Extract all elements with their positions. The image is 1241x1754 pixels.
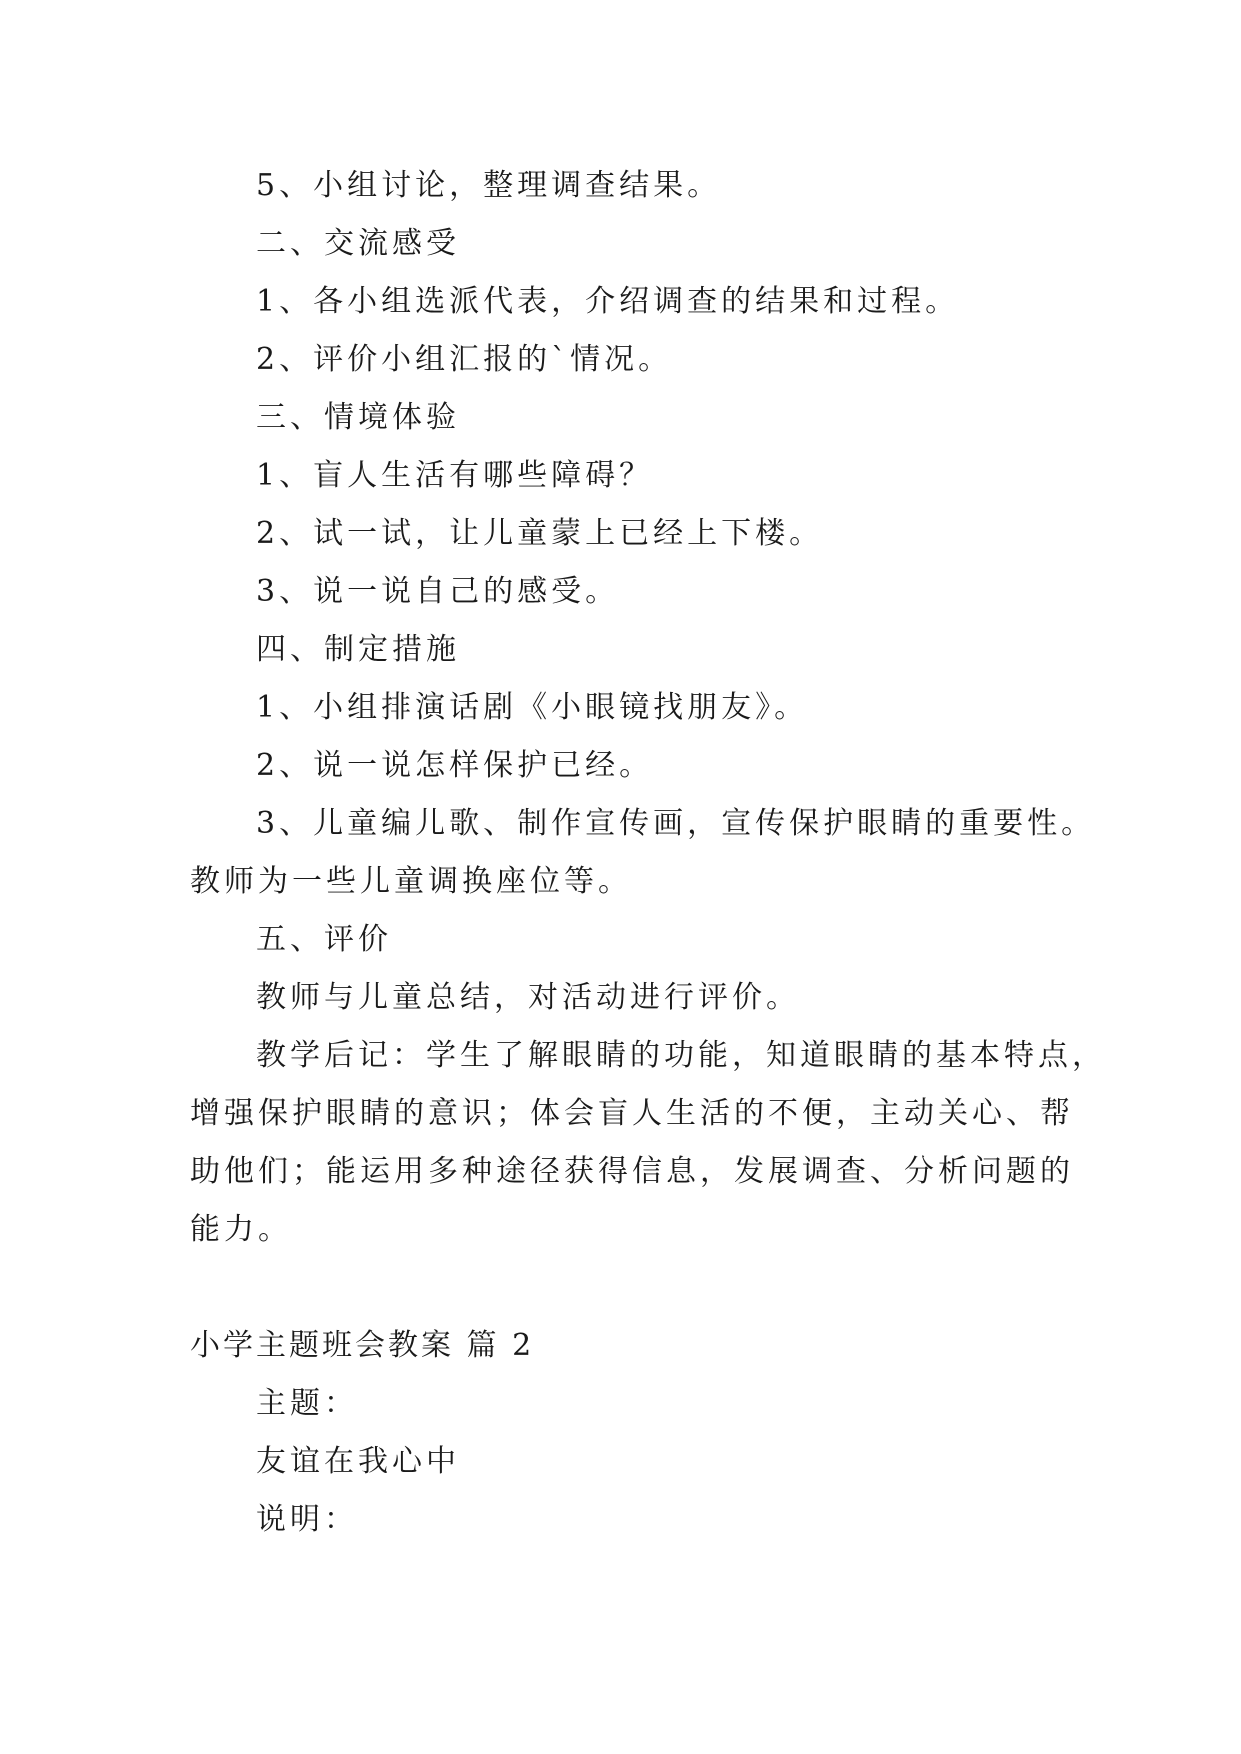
paragraph-line: 四、制定措施 (256, 632, 460, 667)
paragraph-line: 五、评价 (256, 922, 392, 957)
paragraph-line: 友谊在我心中 (256, 1444, 460, 1479)
paragraph-line: 2、试一试，让儿童蒙上已经上下楼。 (256, 516, 824, 551)
paragraph-line: 教师与儿童总结，对活动进行评价。 (256, 980, 800, 1015)
paragraph-line: 2、说一说怎样保护已经。 (256, 748, 654, 783)
paragraph-line: 5、小组讨论，整理调查结果。 (256, 168, 722, 203)
section-heading: 小学主题班会教案 篇 2 (190, 1328, 535, 1363)
paragraph-line: 主题： (256, 1386, 358, 1421)
paragraph-line: 3、说一说自己的感受。 (256, 574, 620, 609)
paragraph-line: 增强保护眼睛的意识；体会盲人生活的不便，主动关心、帮 (190, 1096, 1074, 1131)
paragraph-line: 1、盲人生活有哪些障碍？ (256, 458, 654, 493)
paragraph-line: 教师为一些儿童调换座位等。 (190, 864, 632, 899)
paragraph-line: 2、评价小组汇报的`情况。 (256, 342, 673, 377)
paragraph-line: 1、小组排演话剧《小眼镜找朋友》。 (256, 690, 809, 725)
paragraph-line: 3、儿童编儿歌、制作宣传画，宣传保护眼睛的重要性。 (256, 806, 1096, 841)
paragraph-line: 说明： (256, 1502, 358, 1537)
paragraph-line: 二、交流感受 (256, 226, 460, 261)
paragraph-line: 助他们；能运用多种途径获得信息，发展调查、分析问题的 (190, 1154, 1074, 1189)
paragraph-line: 1、各小组选派代表，介绍调查的结果和过程。 (256, 284, 960, 319)
paragraph-line: 能力。 (190, 1212, 292, 1247)
paragraph-line: 教学后记：学生了解眼睛的功能，知道眼睛的基本特点， (256, 1038, 1106, 1073)
paragraph-line: 三、情境体验 (256, 400, 460, 435)
